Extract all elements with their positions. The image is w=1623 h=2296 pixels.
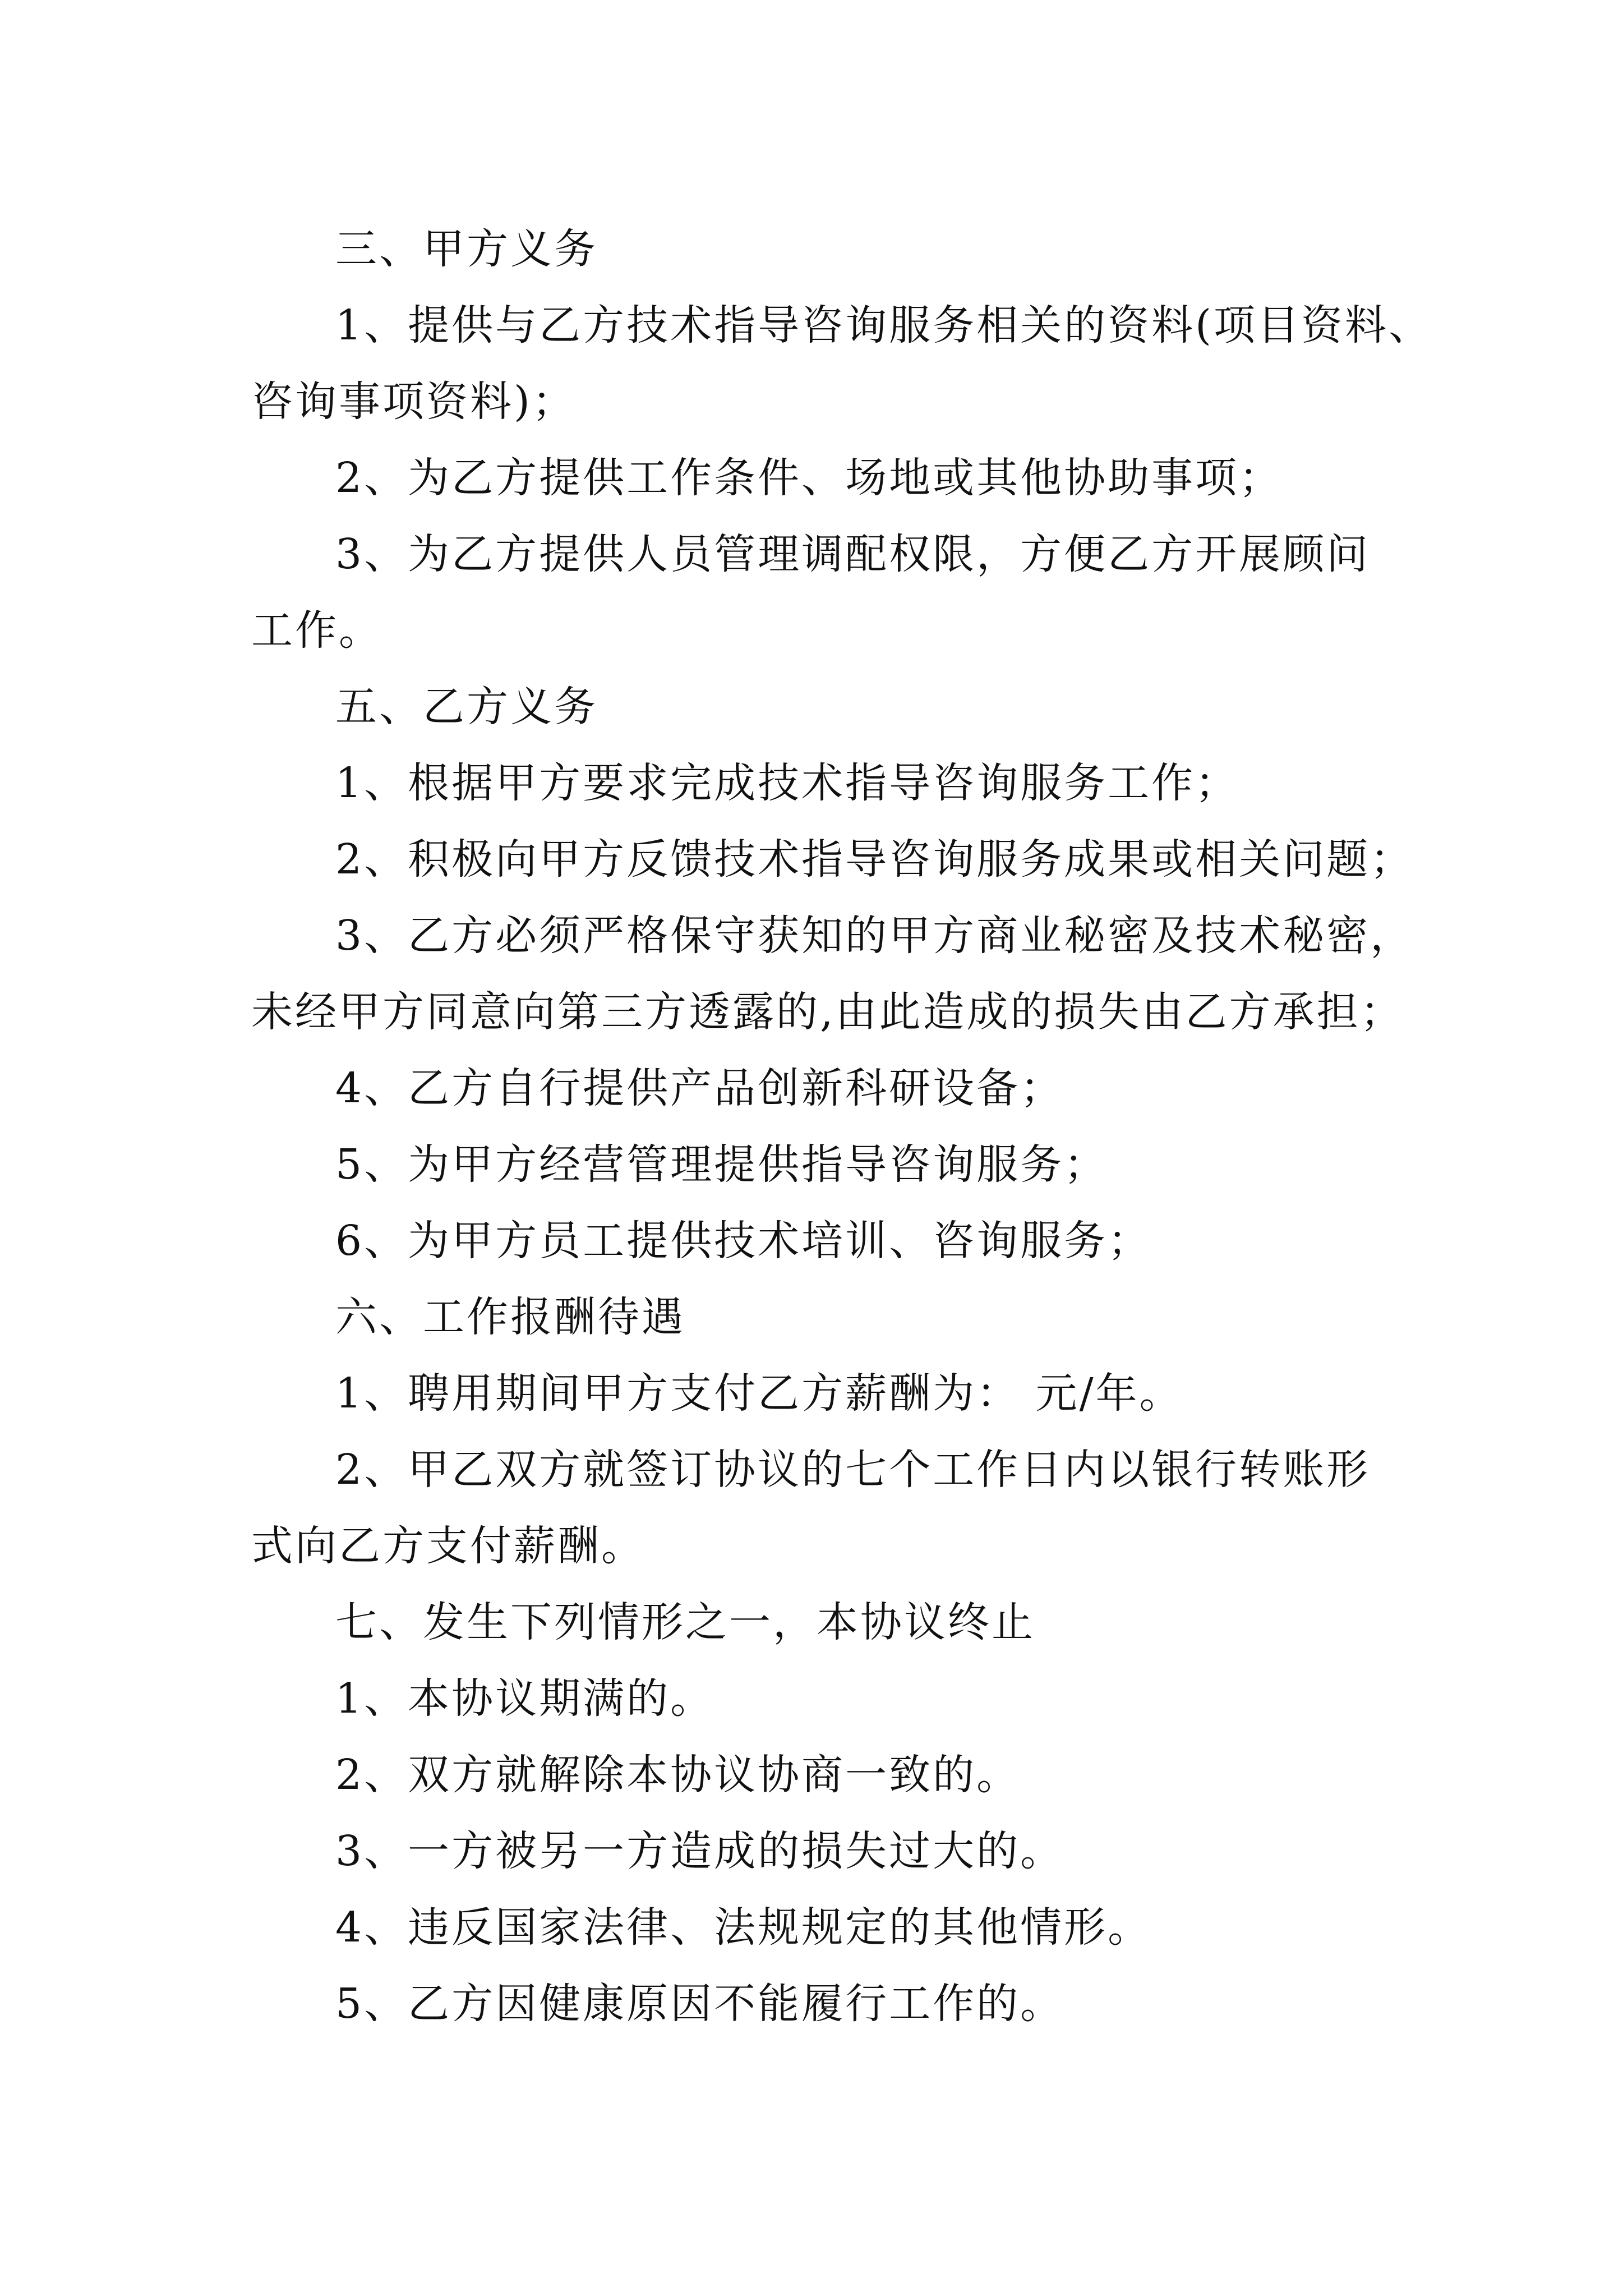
paragraph-line: 4、乙方自行提供产品创新科研设备； <box>335 1064 1064 1112</box>
paragraph-line: 1、根据甲方要求完成技术指导咨询服务工作； <box>335 759 1239 807</box>
paragraph-line: 2、积极向甲方反馈技术指导咨询服务成果或相关问题； <box>335 835 1414 884</box>
paragraph-line: 3、乙方必须严格保守获知的甲方商业秘密及技术秘密， <box>335 912 1414 960</box>
paragraph-line: 3、为乙方提供人员管理调配权限，方便乙方开展顾问 <box>335 530 1371 578</box>
paragraph-line: 5、乙方因健康原因不能履行工作的。 <box>335 1980 1064 2028</box>
paragraph-line: 2、甲乙双方就签订协议的七个工作日内以银行转账形 <box>335 1446 1371 1494</box>
paragraph-line: 式向乙方支付薪酬。 <box>251 1522 645 1570</box>
paragraph-line: 工作。 <box>251 606 382 655</box>
paragraph-line: 咨询事项资料)； <box>251 378 576 426</box>
paragraph-line: 5、为甲方经营管理提供指导咨询服务； <box>335 1140 1108 1189</box>
paragraph-line: 1、本协议期满的。 <box>335 1674 714 1723</box>
paragraph-line: 6、为甲方员工提供技术培训、咨询服务； <box>335 1217 1152 1265</box>
paragraph-line: 4、违反国家法律、法规规定的其他情形。 <box>335 1903 1152 1952</box>
section-heading: 六、工作报酬待遇 <box>335 1293 685 1341</box>
paragraph-line: 1、聘用期间甲方支付乙方薪酬为： 元/年。 <box>335 1369 1183 1418</box>
section-heading: 七、发生下列情形之一，本协议终止 <box>335 1598 1035 1646</box>
document-body <box>251 211 1432 2042</box>
paragraph-line: 未经甲方同意向第三方透露的,由此造成的损失由乙方承担； <box>251 988 1404 1036</box>
paragraph-line: 2、双方就解除本协议协商一致的。 <box>335 1751 1021 1799</box>
section-heading: 五、乙方义务 <box>335 683 598 731</box>
paragraph-line: 1、提供与乙方技术指导咨询服务相关的资料(项目资料、 <box>335 301 1432 349</box>
paragraph-line: 3、一方被另一方造成的损失过大的。 <box>335 1827 1064 1875</box>
paragraph-line: 2、为乙方提供工作条件、场地或其他协助事项； <box>335 454 1283 502</box>
section-heading: 三、甲方义务 <box>335 225 598 273</box>
